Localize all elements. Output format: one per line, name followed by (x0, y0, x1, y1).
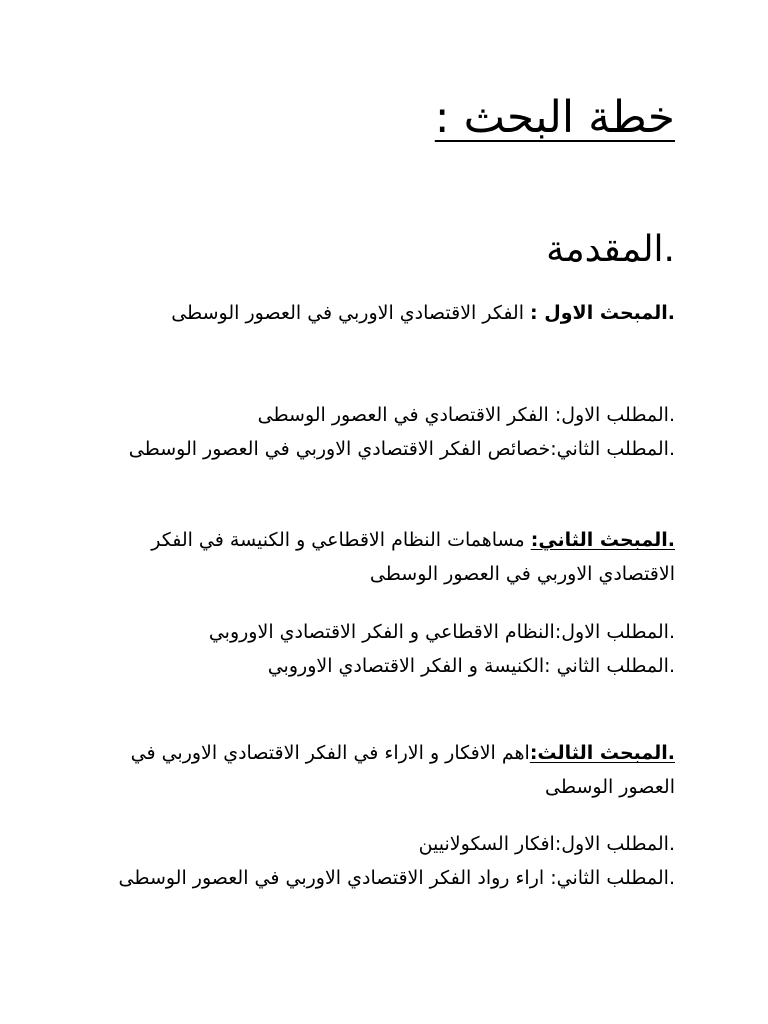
section3-item-1: .المطلب الاول:افكار السكولانيين (418, 833, 675, 855)
section1-text: الفكر الاقتصادي الاوربي في العصور الوسطى (171, 302, 531, 324)
section3-text: اهم الافكار و الاراء في الفكر الاقتصادي الاوربي في العصور الوسطى (130, 742, 675, 798)
section3-items (90, 827, 675, 895)
section2-item-2: .المطلب الثاني :الكنيسة و الفكر الاقتصادي الاوروبي (267, 655, 675, 677)
section1-item-2: .المطلب الثاني:خصائص الفكر الاقتصادي الاوربي في العصور الوسطى (128, 438, 675, 460)
section2-item-1: .المطلب الاول:النظام الاقطاعي و الفكر الاقتصادي الاوروبي (208, 621, 675, 643)
plan-title: خطة البحث : (434, 92, 675, 143)
section1-item-1: .المطلب الاول: الفكر الاقتصادي في العصور الوسطى (257, 404, 675, 426)
section3-paragraph (90, 736, 675, 804)
section3-item-2: .المطلب الثاني: اراء رواد الفكر الاقتصادي الاوربي في العصور الوسطى (118, 867, 675, 889)
section2-text: مساهمات النظام الاقطاعي و الكنيسة في الفكر الاقتصادي الاوربي في العصور الوسطى (151, 529, 675, 585)
section2-paragraph (90, 523, 675, 591)
section1-heading: .المبحث الاول : (530, 302, 675, 324)
document-page (90, 0, 675, 1024)
section1-paragraph (90, 296, 675, 330)
section3-heading: .المبحث الثالث: (529, 742, 675, 764)
introduction-heading: .المقدمة (546, 229, 675, 270)
section2-heading: .المبحث الثاني: (530, 529, 675, 551)
section1-items (90, 398, 675, 466)
section2-items (90, 615, 675, 683)
